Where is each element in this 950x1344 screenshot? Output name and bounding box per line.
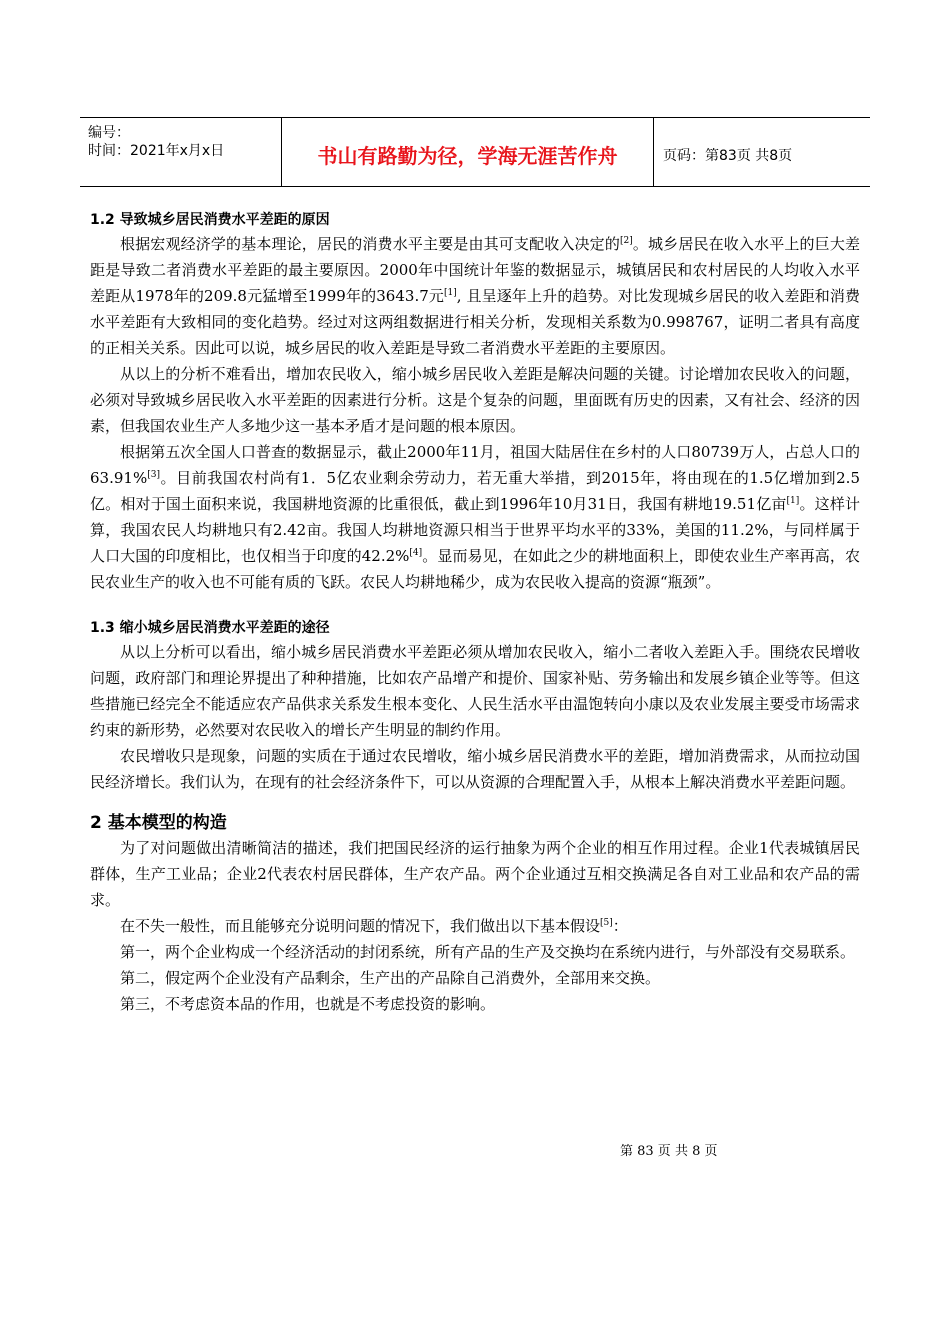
text-run: ： [612,917,628,935]
header-info-cell [80,118,280,186]
paragraph [90,231,860,361]
text-run: 第一，两个企业构成一个经济活动的封闭系统，所有产品的生产及交换均在系统内进行，与外部没有交易联系。 [120,943,856,961]
document-body [90,209,860,1017]
paragraph [90,939,860,965]
document-date-label: 时间：2021年x月x日 [88,143,225,159]
citation-ref: [1] [444,288,457,298]
paragraph [90,361,860,439]
citation-ref: [2] [619,236,633,246]
text-run: 根据宏观经济学的基本理论，居民的消费水平主要是由其可支配收入决定的 [120,235,620,253]
text-run: 第三，不考虑资本品的作用，也就是不考虑投资的影响。 [120,995,496,1013]
section-title: 1.3 缩小城乡居民消费水平差距的途径 [90,620,330,636]
paragraph [90,991,860,1017]
paragraph [90,835,860,913]
paragraph [90,913,860,939]
header-page-cell [653,118,870,186]
paragraph [90,965,860,991]
text-run: 。目前我国农村尚有1．5亿农业剩余劳动力，若无重大举措，到2015年，将由现在的1.5亿增加到2.5亿。相对于国土面积来说，我国耕地资源的比重很低，截止到1996年10月31日，我国有耕地19.51亿亩 [90,469,860,513]
page-header [80,117,870,187]
text-run: 农民增收只是现象，问题的实质在于通过农民增收，缩小城乡居民消费水平的差距，增加消费需求，从而拉动国民经济增长。我们认为，在现有的社会经济条件下，可以从资源的合理配置入手，从根本上解决消费水平差距问题。 [90,747,860,791]
text-run: 。城乡居民在收入水平上的巨大差距是导致二者消费水平差距的最主要原因。2000年中国统计年鉴的数据显示，城镇居民和农村居民的人均收入水平差距从1978年的209.8元猛增至1999年的3643.7元 [90,235,860,305]
text-run: 。这样计算，我国农民人均耕地只有2.42亩。我国人均耕地资源只相当于世界平均水平的33%，美国的11.2%，与同样属于人口大国的印度相比，也仅相当于印度的42.2% [90,495,860,565]
citation-ref: [4] [409,548,423,558]
citation-ref: [1] [786,496,800,506]
text-run: 根据第五次全国人口普查的数据显示，截止2000年11月，祖国大陆居住在乡村的人口80739万人，占总人口的63.91% [90,443,860,487]
paragraph [90,743,860,795]
text-run: 第二，假定两个企业没有产品剩余，生产出的产品除自己消费外，全部用来交换。 [120,969,661,987]
text-run: 从以上分析可以看出，缩小城乡居民消费水平差距必须从增加农民收入，缩小二者收入差距入手。围绕农民增收问题，政府部门和理论界提出了种种措施，比如农产品增产和提价、国家补贴、劳务输出和发展乡镇企业等等。但这些措施已经完全不能适应农产品供求关系发生根本变化、人民生活水平由温饱转向小康以及农业发展主要受市场需求约束的新形势，必然要对农民收入的增长产生明显的制约作用。 [90,643,860,739]
text-run: 从以上的分析不难看出，增加农民收入，缩小城乡居民收入差距是解决问题的关键。讨论增加农民收入的问题，必须对导致城乡居民收入水平差距的因素进行分析。这是个复杂的问题，里面既有历史的因素，又有社会、经济的因素，但我国农业生产人多地少这一基本矛盾才是问题的根本原因。 [90,365,860,435]
text-run: 为了对问题做出清晰简洁的描述，我们把国民经济的运行抽象为两个企业的相互作用过程。企业1代表城镇居民群体，生产工业品；企业2代表农村居民群体，生产农产品。两个企业通过互相交换满足各自对工业品和农产品的需求。 [90,839,860,909]
header-motto-cell [281,118,654,186]
text-run: 在不失一般性，而且能够充分说明问题的情况下，我们做出以下基本假设 [120,917,601,935]
document-number-label: 编号： [88,125,130,141]
page-footer: 第 83 页 共 8 页 [620,1144,718,1159]
page-number-label: 页码：第83页 共8页 [663,148,793,164]
paragraph [90,439,860,595]
section-title: 1.2 导致城乡居民消费水平差距的原因 [90,212,330,228]
header-motto: 书山有路勤为径，学海无涯苦作舟 [317,144,618,168]
chapter-title: 2 基本模型的构造 [90,813,227,833]
citation-ref: [5] [600,918,613,928]
paragraph [90,639,860,743]
citation-ref: [3] [147,470,160,480]
text-run: 。显而易见，在如此之少的耕地面积上，即使农业生产率再高，农民农业生产的收入也不可能有质的飞跃。农民人均耕地稀少，成为农民收入提高的资源“瓶颈”。 [90,547,860,591]
text-run: , 且呈逐年上升的趋势。对比发现城乡居民的收入差距和消费水平差距有大致相同的变化趋势。经过对这两组数据进行相关分析，发现相关系数为0.998767，证明二者具有高度的正相关关系。因此可以说，城乡居民的收入差距是导致二者消费水平差距的主要原因。 [90,287,861,357]
